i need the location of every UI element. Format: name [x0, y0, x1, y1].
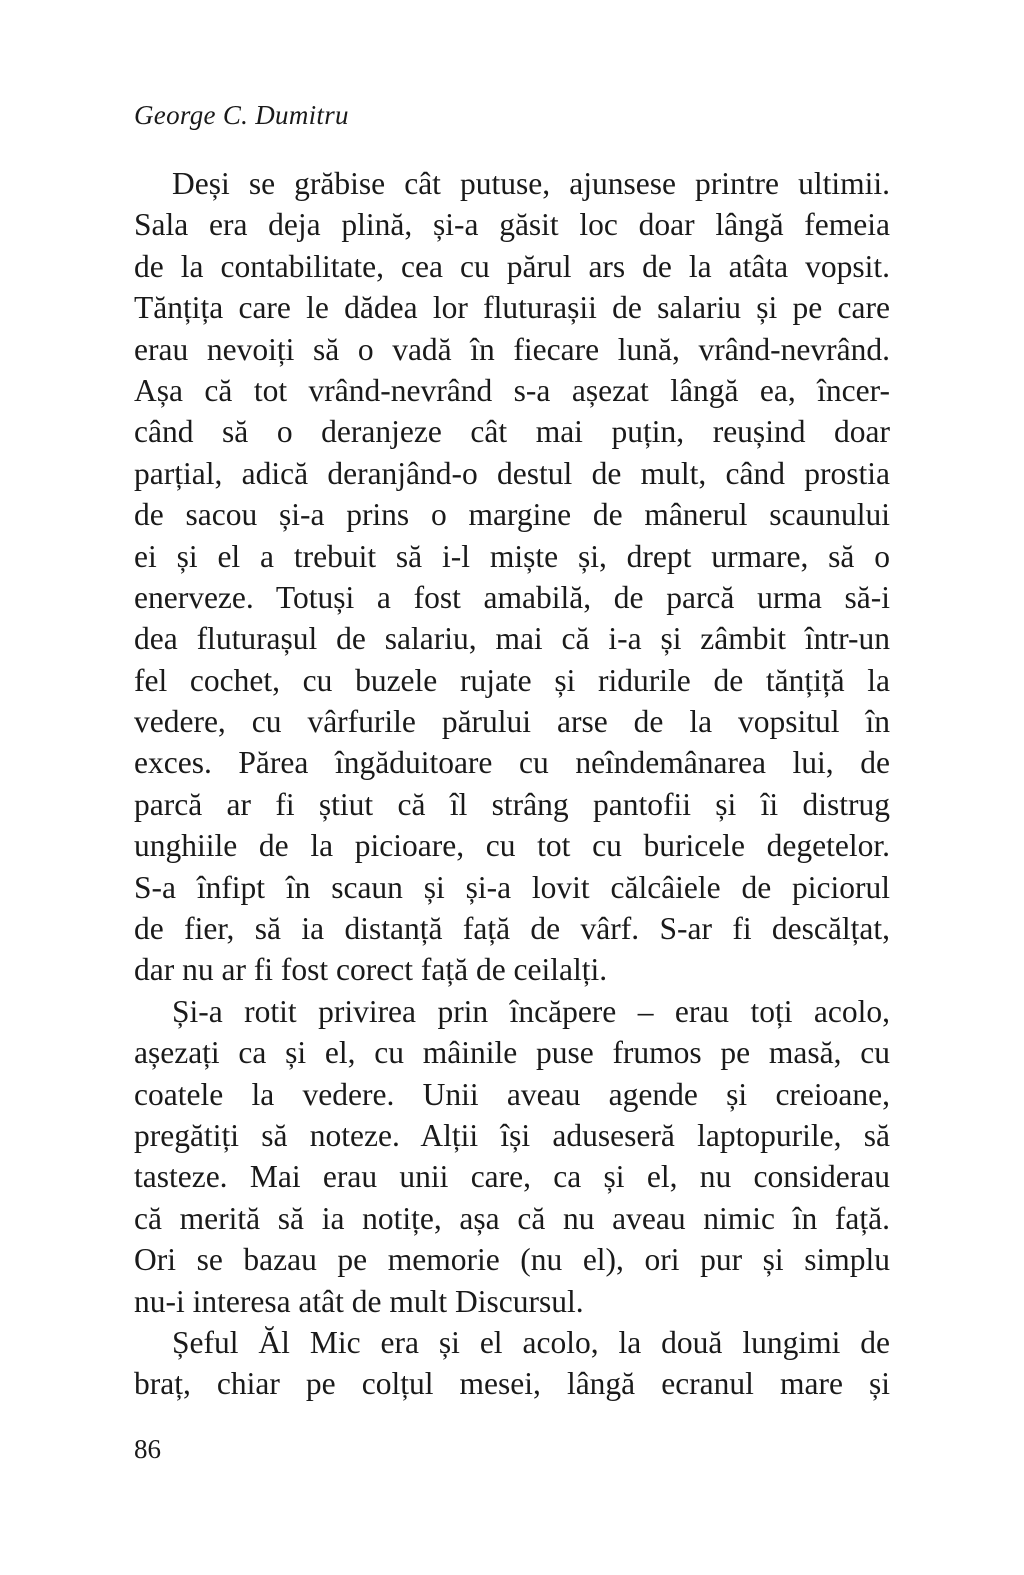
- text-line: că merită să ia notițe, așa că nu aveau nimic în față.: [134, 1200, 890, 1236]
- text-line: parcă ar fi știut că îl strâng pantofii și îi distrug: [134, 786, 890, 822]
- text-line: parțial, adică deranjând-o destul de mult, când prostia: [134, 455, 890, 491]
- text-line: când să o deranjeze cât mai puțin, reușind doar: [134, 414, 890, 450]
- text-line: Sala era deja plină, și-a găsit loc doar lângă femeia: [134, 207, 890, 243]
- text-line: braț, chiar pe colțul mesei, lângă ecranul mare și: [134, 1366, 890, 1402]
- paragraph: [134, 991, 890, 1322]
- text-line: enerveze. Totuși a fost amabilă, de parcă urma să-i: [134, 579, 890, 615]
- text-line: pregătiți să noteze. Alții își aduseseră laptopurile, să: [134, 1117, 890, 1153]
- text-line: așezați ca și el, cu mâinile puse frumos pe masă, cu: [134, 1035, 890, 1071]
- text-line: de la contabilitate, cea cu părul ars de la atâta vopsit.: [134, 248, 890, 284]
- text-line: Și-a rotit privirea prin încăpere – erau toți acolo,: [172, 993, 890, 1029]
- text-line: ei și el a trebuit să i-l miște și, drept urmare, să o: [134, 538, 890, 574]
- text-line: de sacou și-a prins o margine de mânerul scaunului: [134, 497, 890, 533]
- text-line: unghiile de la picioare, cu tot cu buricele degetelor.: [134, 828, 890, 864]
- text-line: dar nu ar fi fost corect față de ceilalți.: [134, 952, 608, 988]
- text-line: de fier, să ia distanță față de vârf. S-ar fi descălțat,: [134, 911, 890, 947]
- paragraph: [134, 1322, 890, 1405]
- page-number: 86: [134, 1434, 161, 1464]
- running-header: George C. Dumitru: [134, 100, 349, 130]
- text-line: nu-i interesa atât de mult Discursul.: [134, 1283, 584, 1319]
- text-line: fel cochet, cu buzele rujate și ridurile de tănțiță la: [134, 662, 890, 698]
- text-line: exces. Părea îngăduitoare cu neîndemânarea lui, de: [134, 745, 890, 781]
- text-line: Șeful Ăl Mic era și el acolo, la două lungimi de: [172, 1324, 890, 1360]
- text-line: Deși se grăbise cât putuse, ajunsese printre ultimii.: [172, 166, 890, 201]
- paragraph: [134, 163, 890, 991]
- text-line: coatele la vedere. Unii aveau agende și creioane,: [134, 1076, 890, 1112]
- text-line: S-a înfipt în scaun și și-a lovit călcâiele de piciorul: [134, 869, 890, 905]
- text-line: Tănțița care le dădea lor fluturașii de salariu și pe care: [134, 290, 890, 326]
- text-line: dea fluturașul de salariu, mai că i-a și zâmbit într-un: [134, 621, 890, 657]
- text-line: tasteze. Mai erau unii care, ca și el, nu considerau: [134, 1159, 890, 1195]
- text-line: Așa că tot vrând-nevrând s-a așezat lângă ea, încer-: [134, 372, 890, 408]
- body-text: [134, 163, 890, 1405]
- text-line: erau nevoiți să o vadă în fiecare lună, vrând-nevrând.: [134, 331, 890, 367]
- text-line: Ori se bazau pe memorie (nu el), ori pur și simplu: [134, 1242, 890, 1278]
- text-line: vedere, cu vârfurile părului arse de la vopsitul în: [134, 704, 890, 740]
